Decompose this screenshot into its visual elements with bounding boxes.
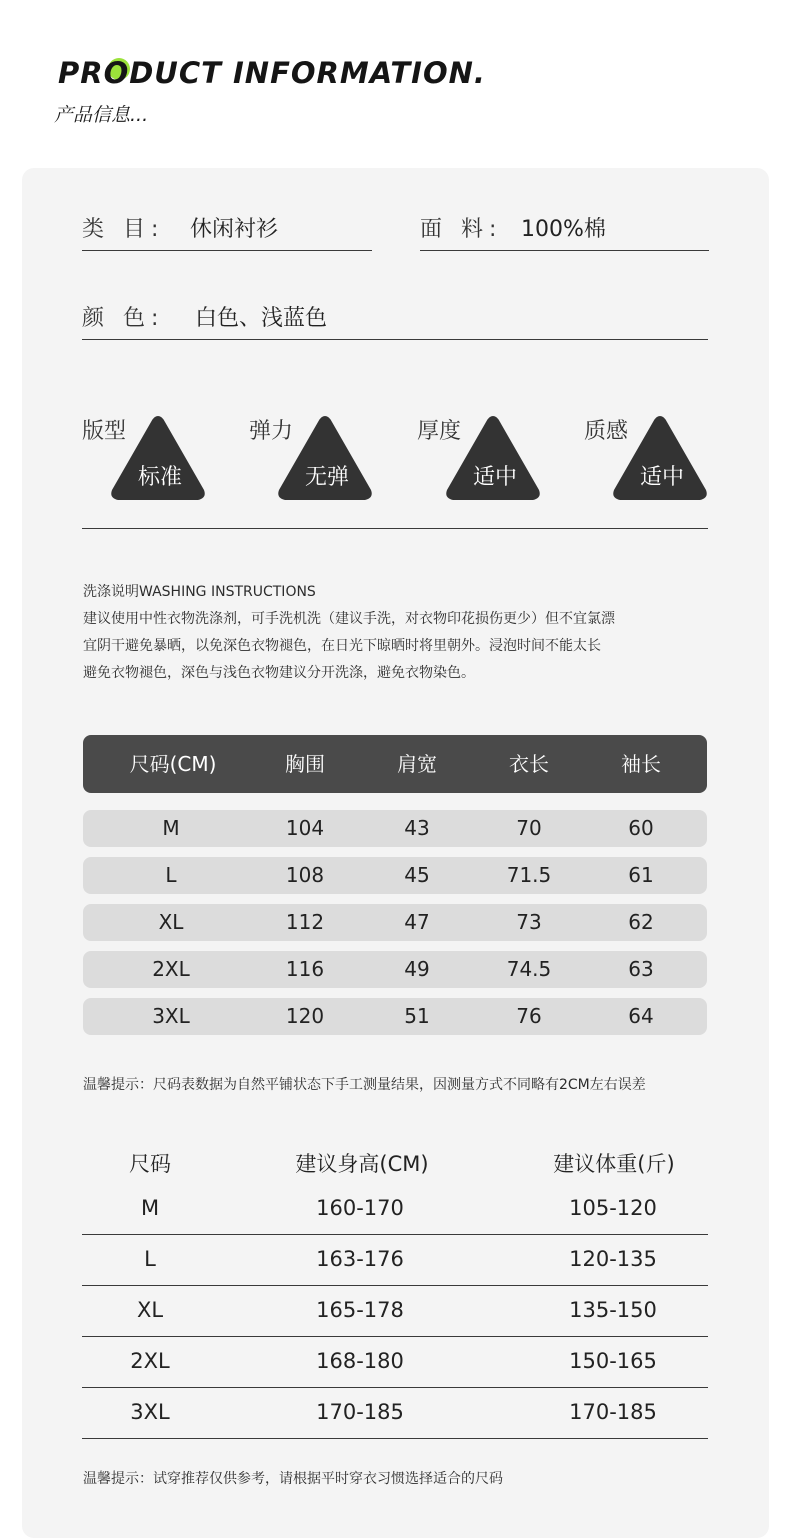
page-title: PRODUCT INFORMATION.: [58, 56, 486, 90]
field-fabric-value: 100%棉: [521, 217, 606, 242]
table-row: [83, 998, 707, 1035]
attr-fit-value: 标准: [137, 465, 182, 490]
washing-line-2: 宜阴干避免暴晒，以免深色衣物褪色，在日光下晾晒时将里朝外。浸泡时间不能太长: [83, 638, 601, 654]
length-cell: 74.5: [506, 957, 552, 981]
size-cell: XL: [136, 1298, 164, 1322]
chest-cell: 108: [285, 863, 325, 887]
attr-texture-value: 适中: [639, 465, 684, 490]
attr-thickness-value: 适中: [472, 465, 517, 490]
rec-header-height: 建议身高(CM): [295, 1152, 429, 1176]
weight-cell: 105-120: [569, 1196, 657, 1220]
sleeve-cell: 64: [628, 1004, 654, 1028]
size-table-header: [83, 735, 707, 793]
page-subtitle: 产品信息...: [54, 104, 149, 126]
field-fabric-label: 面 料:: [420, 217, 503, 242]
washing-line-3: 避免衣物褪色，深色与浅色衣物建议分开洗涤，避免衣物染色。: [83, 665, 475, 681]
height-cell: 160-170: [316, 1196, 404, 1220]
size-cell: 3XL: [130, 1400, 170, 1424]
size-cell: 2XL: [152, 957, 190, 981]
size-header-size: 尺码(CM): [129, 752, 217, 776]
field-category-value: 休闲衬衫: [190, 217, 279, 242]
field-color-label: 颜 色:: [82, 306, 165, 331]
length-cell: 70: [516, 816, 542, 840]
washing-line-1: 建议使用中性衣物洗涤剂，可手洗机洗（建议手洗，对衣物印花损伤更少）但不宜氯漂: [83, 611, 615, 627]
size-header-shoulder: 肩宽: [397, 752, 437, 776]
length-cell: 73: [516, 910, 542, 934]
recommend-note: 温馨提示：试穿推荐仅供参考，请根据平时穿衣习惯选择适合的尺码: [83, 1471, 503, 1487]
size-cell: 3XL: [152, 1004, 190, 1028]
chest-cell: 112: [285, 910, 325, 934]
size-cell: L: [144, 1247, 156, 1271]
field-category-label: 类 目:: [82, 217, 165, 242]
table-row: [83, 951, 707, 988]
size-cell: 2XL: [130, 1349, 170, 1373]
attr-fit-label: 版型: [82, 419, 127, 444]
sleeve-cell: 60: [628, 816, 654, 840]
chest-cell: 120: [285, 1004, 325, 1028]
table-row: [83, 810, 707, 847]
field-color-value: 白色、浅蓝色: [195, 306, 328, 331]
attr-stretch: [249, 408, 379, 508]
size-cell: XL: [158, 910, 184, 934]
height-cell: 170-185: [316, 1400, 404, 1424]
washing-title: 洗涤说明WASHING INSTRUCTIONS: [83, 584, 316, 600]
height-cell: 168-180: [316, 1349, 404, 1373]
sleeve-cell: 61: [628, 863, 654, 887]
shoulder-cell: 43: [404, 816, 430, 840]
attr-texture: [584, 408, 714, 508]
size-cell: L: [165, 863, 177, 887]
table-row: [83, 857, 707, 894]
field-fabric: [420, 206, 709, 251]
attr-fit: [82, 408, 212, 508]
field-category: [82, 206, 372, 251]
chest-cell: 104: [285, 816, 325, 840]
table-row: [82, 1285, 708, 1337]
size-note: 温馨提示：尺码表数据为自然平铺状态下手工测量结果，因测量方式不同略有2CM左右误差: [83, 1077, 646, 1093]
size-cell: M: [162, 816, 180, 840]
chest-cell: 116: [285, 957, 325, 981]
weight-cell: 170-185: [569, 1400, 657, 1424]
table-row: [82, 1234, 708, 1286]
attr-stretch-value: 无弹: [304, 465, 349, 490]
length-cell: 71.5: [506, 863, 552, 887]
divider: [82, 528, 708, 529]
shoulder-cell: 51: [404, 1004, 430, 1028]
table-row: [83, 904, 707, 941]
attr-thickness: [417, 408, 547, 508]
shoulder-cell: 47: [404, 910, 430, 934]
table-row: [82, 1336, 708, 1388]
size-cell: M: [140, 1196, 160, 1220]
shoulder-cell: 49: [404, 957, 430, 981]
size-header-length: 衣长: [509, 752, 549, 776]
weight-cell: 150-165: [569, 1349, 657, 1373]
shoulder-cell: 45: [404, 863, 430, 887]
weight-cell: 120-135: [569, 1247, 657, 1271]
rec-header-size: 尺码: [129, 1152, 171, 1176]
height-cell: 165-178: [316, 1298, 404, 1322]
table-row: [82, 1183, 708, 1235]
attr-stretch-label: 弹力: [249, 419, 294, 444]
rec-header-weight: 建议体重(斤): [553, 1152, 675, 1176]
table-row: [82, 1387, 708, 1439]
sleeve-cell: 63: [628, 957, 654, 981]
length-cell: 76: [516, 1004, 542, 1028]
attr-texture-label: 质感: [584, 419, 629, 444]
attr-thickness-label: 厚度: [417, 419, 462, 444]
weight-cell: 135-150: [569, 1298, 657, 1322]
field-color: [82, 295, 708, 340]
sleeve-cell: 62: [628, 910, 654, 934]
size-header-chest: 胸围: [285, 752, 325, 776]
height-cell: 163-176: [316, 1247, 404, 1271]
size-header-sleeve: 袖长: [621, 752, 661, 776]
